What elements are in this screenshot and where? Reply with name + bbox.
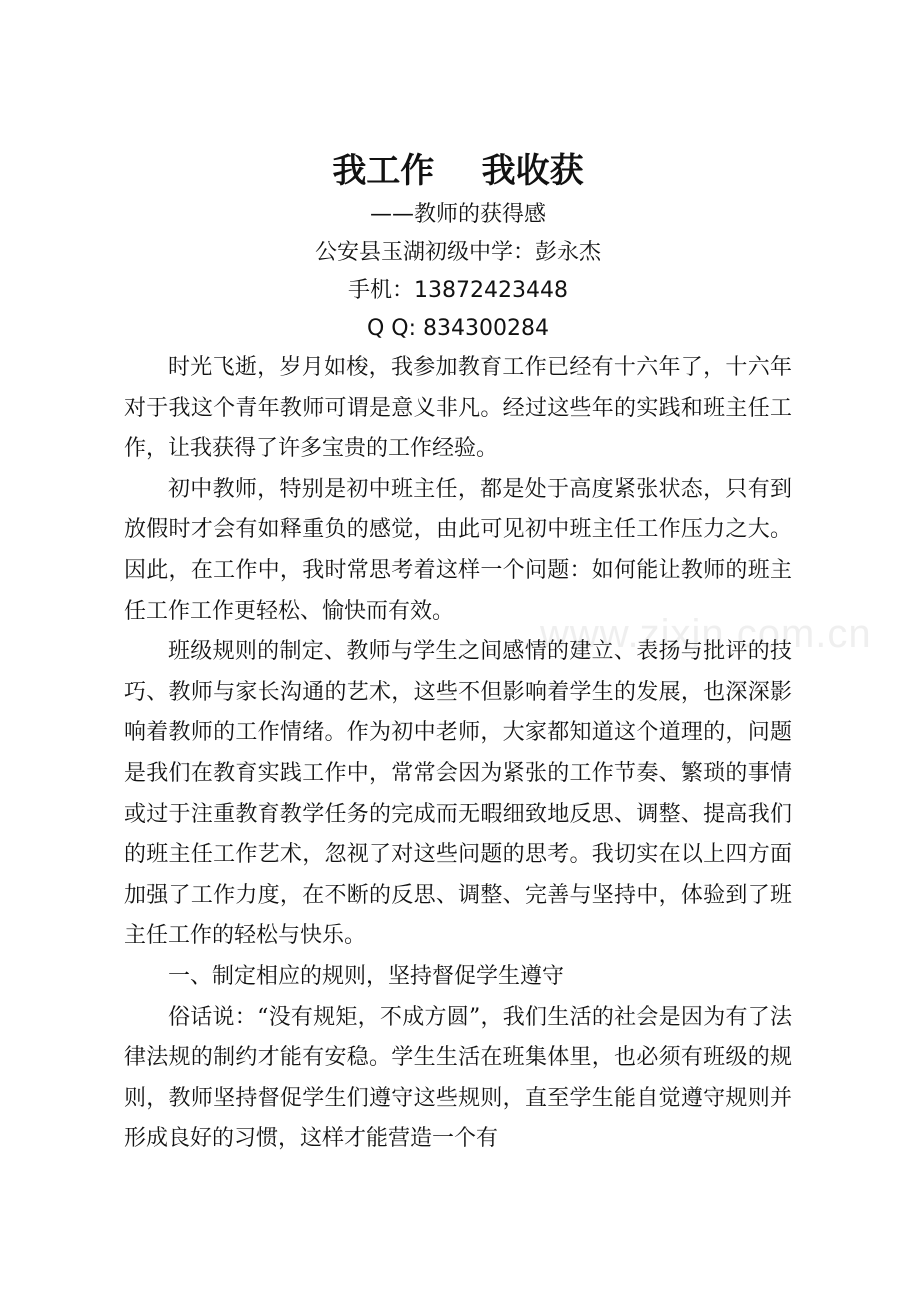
phone-line: 手机：13872423448 [348, 278, 568, 303]
qq-line: Q Q: 834300284 [366, 316, 549, 341]
paragraph-rules: 俗话说：“没有规矩，不成方圆”，我们生活的社会是因为有了法律法规的制约才能有安稳。学生生活在班集体里，也必须有班级的规则，教师坚持督促学生们遵守这些规则，直至学生能自觉遵守规则并形成良好的习惯，这样才能营造一个有 [124, 1004, 792, 1152]
document-title: 我工作 我收获 [332, 151, 584, 191]
paragraph-aspects: 班级规则的制定、教师与学生之间感情的建立、表扬与批评的技巧、教师与家长沟通的艺术，这些不但影响着学生的发展，也深深影响着教师的工作情绪。作为初中老师，大家都知道这个道理的，问题是我们在教育实践工作中，常常会因为紧张的工作节奏、繁琐的事情或过于注重教育教学任务的完成而无暇细致地反思、调整、提高我们的班主任工作艺术，忽视了对这些问题的思考。我切实在以上四方面加强了工作力度，在不断的反思、调整、完善与坚持中，体验到了班主任工作的轻松与快乐。 [124, 639, 792, 949]
document-subtitle: ——教师的获得感 [369, 202, 546, 227]
section-heading-rules: 一、制定相应的规则，坚持督促学生遵守 [168, 963, 565, 989]
author-line: 公安县玉湖初级中学：彭永杰 [314, 240, 601, 265]
watermark: www.zixin.com.cn [540, 612, 872, 656]
paragraph-intro: 时光飞逝，岁月如梭，我参加教育工作已经有十六年了，十六年对于我这个青年教师可谓是意义非凡。经过这些年的实践和班主任工作，让我获得了许多宝贵的工作经验。 [124, 355, 792, 462]
paragraph-pressure: 初中教师，特别是初中班主任，都是处于高度紧张状态，只有到放假时才会有如释重负的感觉，由此可见初中班主任工作压力之大。因此，在工作中，我时常思考着这样一个问题：如何能让教师的班主任工作工作更轻松、愉快而有效。 [124, 476, 792, 624]
document-page [124, 146, 792, 1160]
